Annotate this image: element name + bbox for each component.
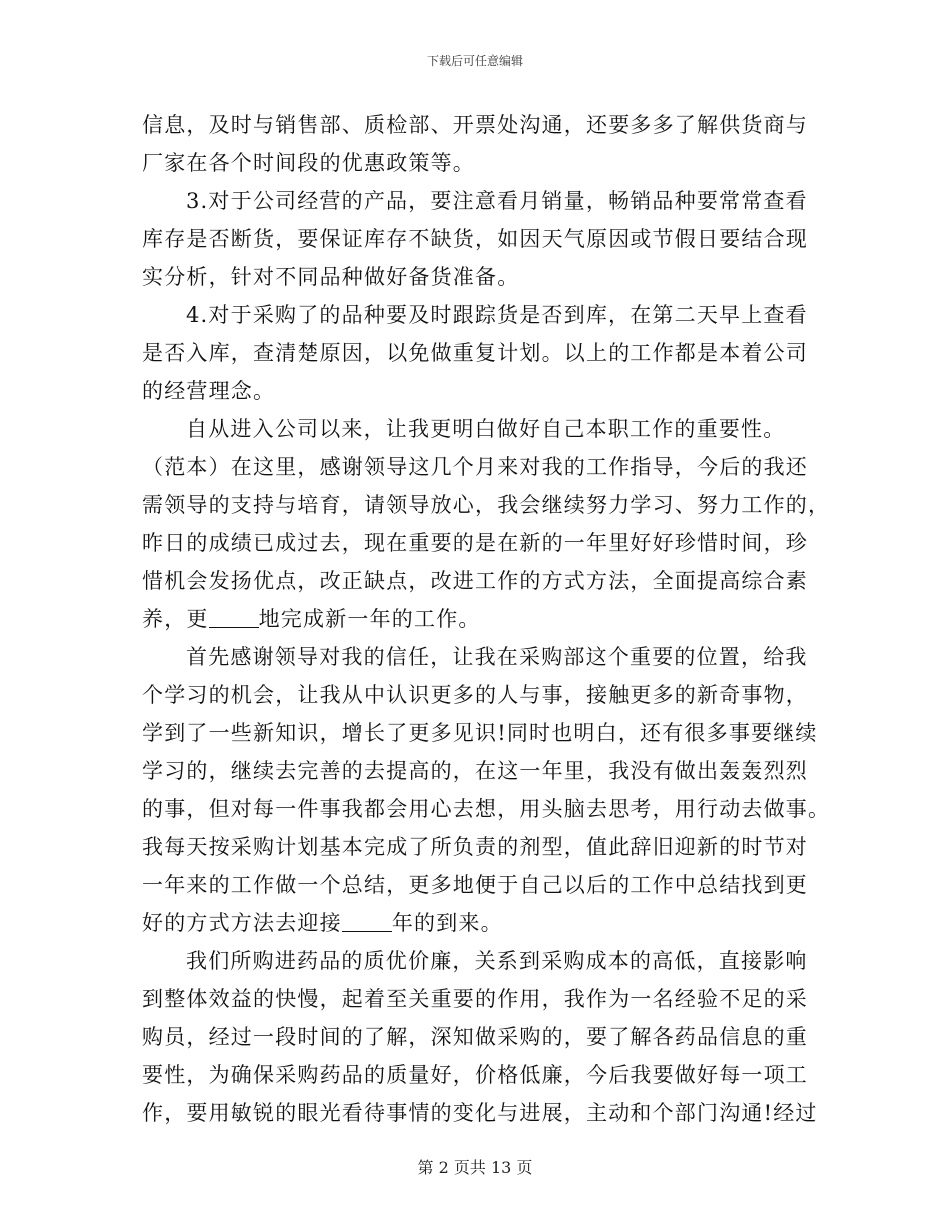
text-line: 昨日的成绩已成过去，现在重要的是在新的一年里好好珍惜时间，珍	[142, 531, 808, 555]
fill-in-blank	[342, 909, 392, 932]
text-fragment: 年的到来。	[391, 911, 503, 935]
text-line: 个学习的机会，让我从中认识更多的人与事，接触更多的新奇事物，	[142, 683, 808, 707]
text-line: 自从进入公司以来，让我更明白做好自己本职工作的重要性。	[186, 417, 786, 441]
text-line: 信息，及时与销售部、质检部、开票处沟通，还要多多了解供货商与	[142, 113, 808, 137]
text-line: 到整体效益的快慢，起着至关重要的作用，我作为一名经验不足的采	[142, 987, 808, 1011]
text-line: 是否入库，查清楚原因，以免做重复计划。以上的工作都是本着公司	[142, 341, 808, 365]
fill-in-blank	[209, 605, 259, 628]
text-line: 实分析，针对不同品种做好备货准备。	[142, 265, 520, 289]
text-line: 我每天按采购计划基本完成了所负责的剂型，值此辞旧迎新的时节对	[142, 835, 808, 859]
text-line: 的事，但对每一件事我都会用心去想，用头脑去思考，用行动去做事。	[142, 797, 831, 821]
text-line: （范本）在这里，感谢领导这几个月来对我的工作指导，今后的我还	[142, 455, 808, 479]
text-fragment: 养，更	[142, 607, 209, 631]
document-body	[142, 106, 831, 1132]
text-line: 要性，为确保采购药品的质量好，价格低廉，今后我要做好每一项工	[142, 1063, 808, 1087]
text-line: 学到了一些新知识，增长了更多见识!同时也明白，还有很多事要继续	[142, 721, 818, 745]
page-number: 第 2 页共 13 页	[417, 1158, 533, 1177]
text-line: 我们所购进药品的质优价廉，关系到采购成本的高低，直接影响	[186, 949, 808, 973]
text-line: 惜机会发扬优点，改正缺点，改进工作的方式方法，全面提高综合素	[142, 569, 808, 593]
text-fragment: 地完成新一年的工作。	[258, 607, 481, 631]
text-line: 4.对于采购了的品种要及时跟踪货是否到库，在第二天早上查看	[186, 303, 808, 327]
text-line: 学习的，继续去完善的去提高的，在这一年里，我没有做出轰轰烈烈	[142, 759, 808, 783]
text-line: 库存是否断货，要保证库存不缺货，如因天气原因或节假日要结合现	[142, 227, 808, 251]
text-line	[142, 600, 806, 638]
text-line: 首先感谢领导对我的信任，让我在采购部这个重要的位置，给我	[186, 645, 808, 669]
text-line: 购员，经过一段时间的了解，深知做采购的，要了解各药品信息的重	[142, 1025, 808, 1049]
text-fragment: 好的方式方法去迎接	[142, 911, 342, 935]
text-line	[142, 904, 806, 942]
text-line: 厂家在各个时间段的优惠政策等。	[142, 151, 475, 175]
text-line: 3.对于公司经营的产品，要注意看月销量，畅销品种要常常查看	[186, 189, 808, 213]
text-line: 的经营理念。	[142, 379, 276, 403]
page-header: 下载后可任意编辑	[426, 54, 523, 68]
text-line: 需领导的支持与培育，请领导放心，我会继续努力学习、努力工作的，	[142, 493, 831, 517]
text-line: 一年来的工作做一个总结，更多地便于自己以后的工作中总结找到更	[142, 873, 808, 897]
text-line: 作，要用敏锐的眼光看待事情的变化与进展，主动和个部门沟通!经过	[142, 1101, 818, 1125]
